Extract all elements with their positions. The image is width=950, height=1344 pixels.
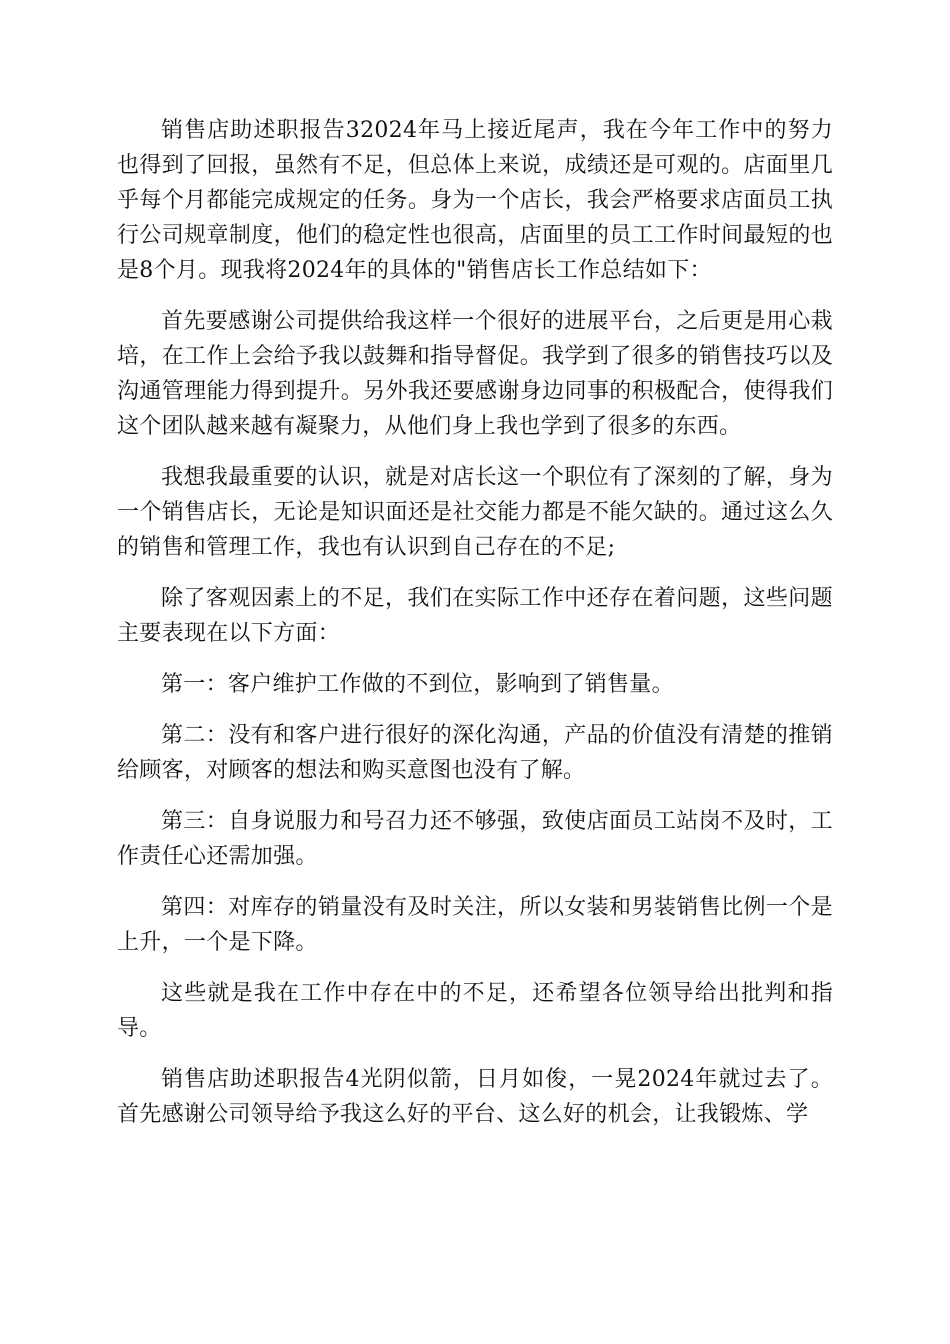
paragraph: 首先要感谢公司提供给我这样一个很好的进展平台，之后更是用心栽培，在工作上会给予我以鼓舞和指导督促。我学到了很多的销售技巧以及沟通管理能力得到提升。另外我还要感谢身边同事的积极配合，使得我们这个团队越来越有凝聚力，从他们身上我也学到了很多的东西。	[117, 309, 833, 439]
paragraph: 第二：没有和客户进行很好的深化沟通，产品的价值没有清楚的推销给顾客，对顾客的想法和购买意图也没有了解。	[117, 723, 833, 783]
paragraph: 销售店助述职报告4光阴似箭，日月如俊，一晃2024年就过去了。首先感谢公司领导给予我这么好的平台、这么好的机会，让我锻炼、学	[117, 1067, 833, 1127]
paragraph: 第一：客户维护工作做的不到位，影响到了销售量。	[161, 672, 674, 697]
document-body	[117, 113, 833, 1148]
paragraph: 第四：对库存的销量没有及时关注，所以女装和男装销售比例一个是上升，一个是下降。	[117, 895, 833, 955]
paragraph: 销售店助述职报告32024年马上接近尾声，我在今年工作中的努力也得到了回报，虽然有不足，但总体上来说，成绩还是可观的。店面里几乎每个月都能完成规定的任务。身为一个店长，我会严格要求店面员工执行公司规章制度，他们的稳定性也很高，店面里的员工工作时间最短的也是8个月。现我将2024年的具体的"销售店长工作总结如下：	[117, 118, 833, 283]
paragraph: 这些就是我在工作中存在中的不足，还希望各位领导给出批判和指导。	[117, 981, 833, 1041]
paragraph: 第三：自身说服力和号召力还不够强，致使店面员工站岗不及时，工作责任心还需加强。	[117, 809, 833, 869]
paragraph: 除了客观因素上的不足，我们在实际工作中还存在着问题，这些问题主要表现在以下方面：	[117, 586, 833, 646]
paragraph: 我想我最重要的认识，就是对店长这一个职位有了深刻的了解，身为一个销售店长，无论是知识面还是社交能力都是不能欠缺的。通过这么久的销售和管理工作，我也有认识到自己存在的不足;	[117, 465, 833, 560]
